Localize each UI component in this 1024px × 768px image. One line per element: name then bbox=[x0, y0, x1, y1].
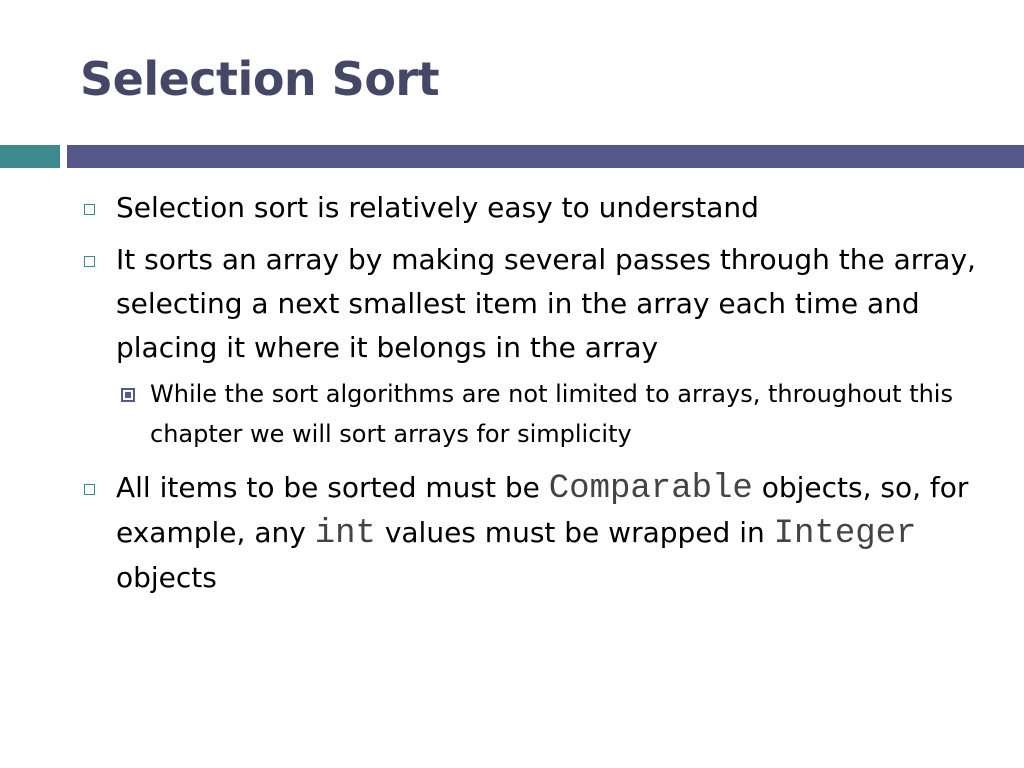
bullet-text-part: objects bbox=[116, 561, 217, 594]
bullet-item bbox=[84, 186, 984, 230]
title-accent-bar-purple bbox=[67, 145, 1024, 168]
bullet-text-part: All items to be sorted must be bbox=[116, 471, 549, 504]
code-term-integer: Integer bbox=[773, 515, 917, 553]
bullet-text: Selection sort is relatively easy to understand bbox=[116, 191, 759, 224]
bullet-list bbox=[84, 186, 984, 608]
bullet-item bbox=[84, 466, 984, 600]
title-accent-bar-teal bbox=[0, 145, 60, 168]
sub-bullet-text: While the sort algorithms are not limited to arrays, throughout this chapter we will sort arrays for simplicity bbox=[150, 380, 953, 448]
filled-square-icon bbox=[121, 388, 135, 402]
hollow-square-icon bbox=[84, 484, 95, 495]
code-term-int: int bbox=[314, 515, 376, 553]
bullet-item bbox=[84, 238, 984, 370]
bullet-text-part: values must be wrapped in bbox=[375, 516, 774, 549]
hollow-square-icon bbox=[84, 256, 95, 267]
bullet-text: It sorts an array by making several passes through the array, selecting a next smallest item in the array each time and placing it where it belongs in the array bbox=[116, 243, 976, 364]
hollow-square-icon bbox=[84, 204, 95, 215]
slide-title: Selection Sort bbox=[80, 52, 440, 106]
bullet-text-part: objects, so, for example, any bbox=[116, 471, 969, 549]
sub-bullet-item bbox=[84, 374, 984, 454]
code-term-comparable: Comparable bbox=[548, 470, 753, 508]
